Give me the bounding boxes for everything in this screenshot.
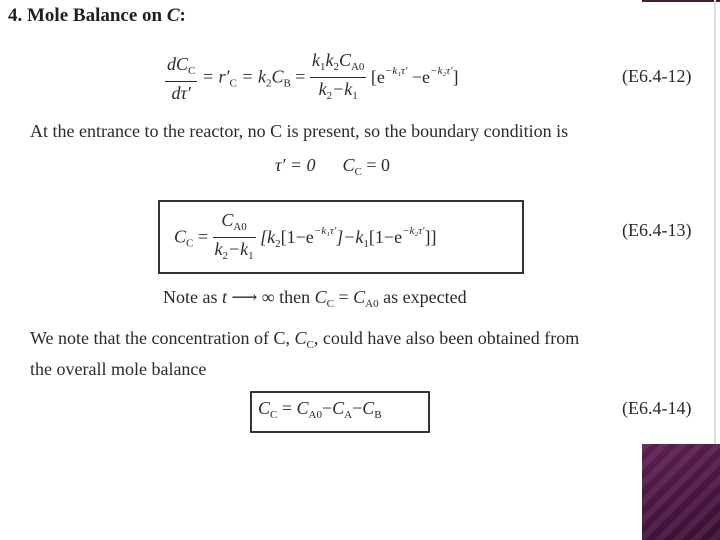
eq12-number: (E6.4-12) [622,66,692,86]
eq12-equals: = [295,66,306,87]
boundary-condition-text: At the entrance to the reactor, no C is present, so the boundary condition is [30,121,569,141]
corner-decoration [642,444,720,540]
eq14-number: (E6.4-14) [622,398,692,418]
bc-cc: C [342,155,355,175]
limit-note: Note as t ⟶ ∞ then $C_C = C_{A0}$ as expected [163,287,467,310]
eq13-fraction: $\frac{C_{A0}}{k_2-k_1}$ [214,210,254,262]
overall-balance-text: We note that the concentration of C, $C_C$, could have also been obtained from the overall mole balance [30,328,580,379]
eq13-body: $[k_2[1-e^{-k_1\tau'}]-k_1[1-e^{-k_2\tau'}]]$ [260,224,437,250]
equation-e6-4-13: $C_C$ = $\frac{C_{A0}}{k_2-k_1}$ $[k_2[1-e^{-k_1\tau'}]-k_1[1-e^{-k_2\tau'}]]$ [174,210,437,267]
equation-e6-4-12: $\frac{dC_C}{d\tau'}$ = $r'_C = k_2C_B$ = $\frac{k_1k_2C_{A0}}{k_2-k_1}$ $[e^{-k_1\tau'} -e^{-k_2\tau'}]$ [165,50,459,107]
heading-var: C [166,5,180,26]
eq12-rhs-fraction: $\frac{k_1k_2C_{A0}}{k_2-k_1}$ [311,50,365,102]
eq12-mid1: = r′ [201,66,230,87]
heading-colon: : [179,5,186,26]
top-accent-bar [642,0,720,2]
heading-text: Mole Balance on [27,5,167,26]
heading-number: 4. [8,5,23,26]
eq13-number: (E6.4-13) [622,220,692,240]
boundary-condition: τ′ = 0 $C_C = 0$ [275,155,391,178]
eq12-mid2: = k [241,66,266,87]
section-heading [8,5,186,27]
eq12-lhs-fraction: $\frac{dC_C}{d\tau'}$ [167,53,196,103]
eq12-bracket: $[e^{-k_1\tau'} -e^{-k_2\tau'}]$ [370,64,459,87]
equation-e6-4-14: $C_C = C_{A0}-C_A-C_B$ [258,398,382,421]
eq13-lhs: C [174,226,187,247]
bc-tau: τ′ = 0 [275,155,316,175]
right-divider-line [714,0,716,444]
